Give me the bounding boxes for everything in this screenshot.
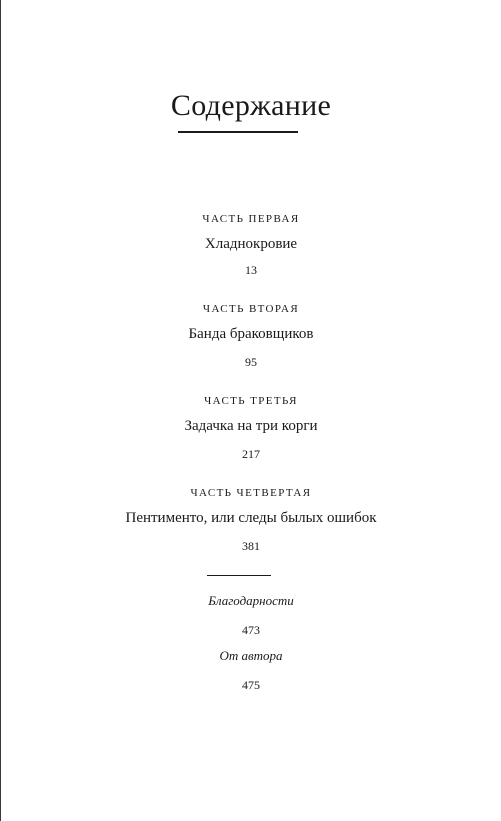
part-1-label: ЧАСТЬ ПЕРВАЯ [202, 213, 300, 225]
part-1-title-link[interactable]: Хладнокровие [204, 236, 298, 252]
part-3-title-link[interactable]: Задачка на три корги [184, 418, 318, 434]
title-underline [178, 131, 298, 133]
part-1-page-number: 13 [245, 263, 257, 277]
part-3-label: ЧАСТЬ ТРЕТЬЯ [204, 395, 298, 407]
part-4-page-number: 381 [242, 539, 260, 553]
author-note-page-number: 475 [242, 678, 260, 692]
section-divider [207, 575, 271, 576]
acknowledgements-link[interactable]: Благодарности [208, 593, 294, 608]
toc-page [1, 0, 501, 821]
page-title: Содержание [170, 89, 332, 122]
part-3-page-number: 217 [242, 447, 260, 461]
part-2-page-number: 95 [245, 355, 257, 369]
part-4-title-link[interactable]: Пентименто, или следы былых ошибок [125, 510, 377, 526]
part-2-title-link[interactable]: Банда браковщиков [188, 326, 314, 342]
acknowledgements-page-number: 473 [242, 623, 260, 637]
part-2-label: ЧАСТЬ ВТОРАЯ [202, 303, 300, 315]
author-note-link[interactable]: От автора [219, 648, 283, 663]
part-4-label: ЧАСТЬ ЧЕТВЕРТАЯ [190, 487, 312, 499]
